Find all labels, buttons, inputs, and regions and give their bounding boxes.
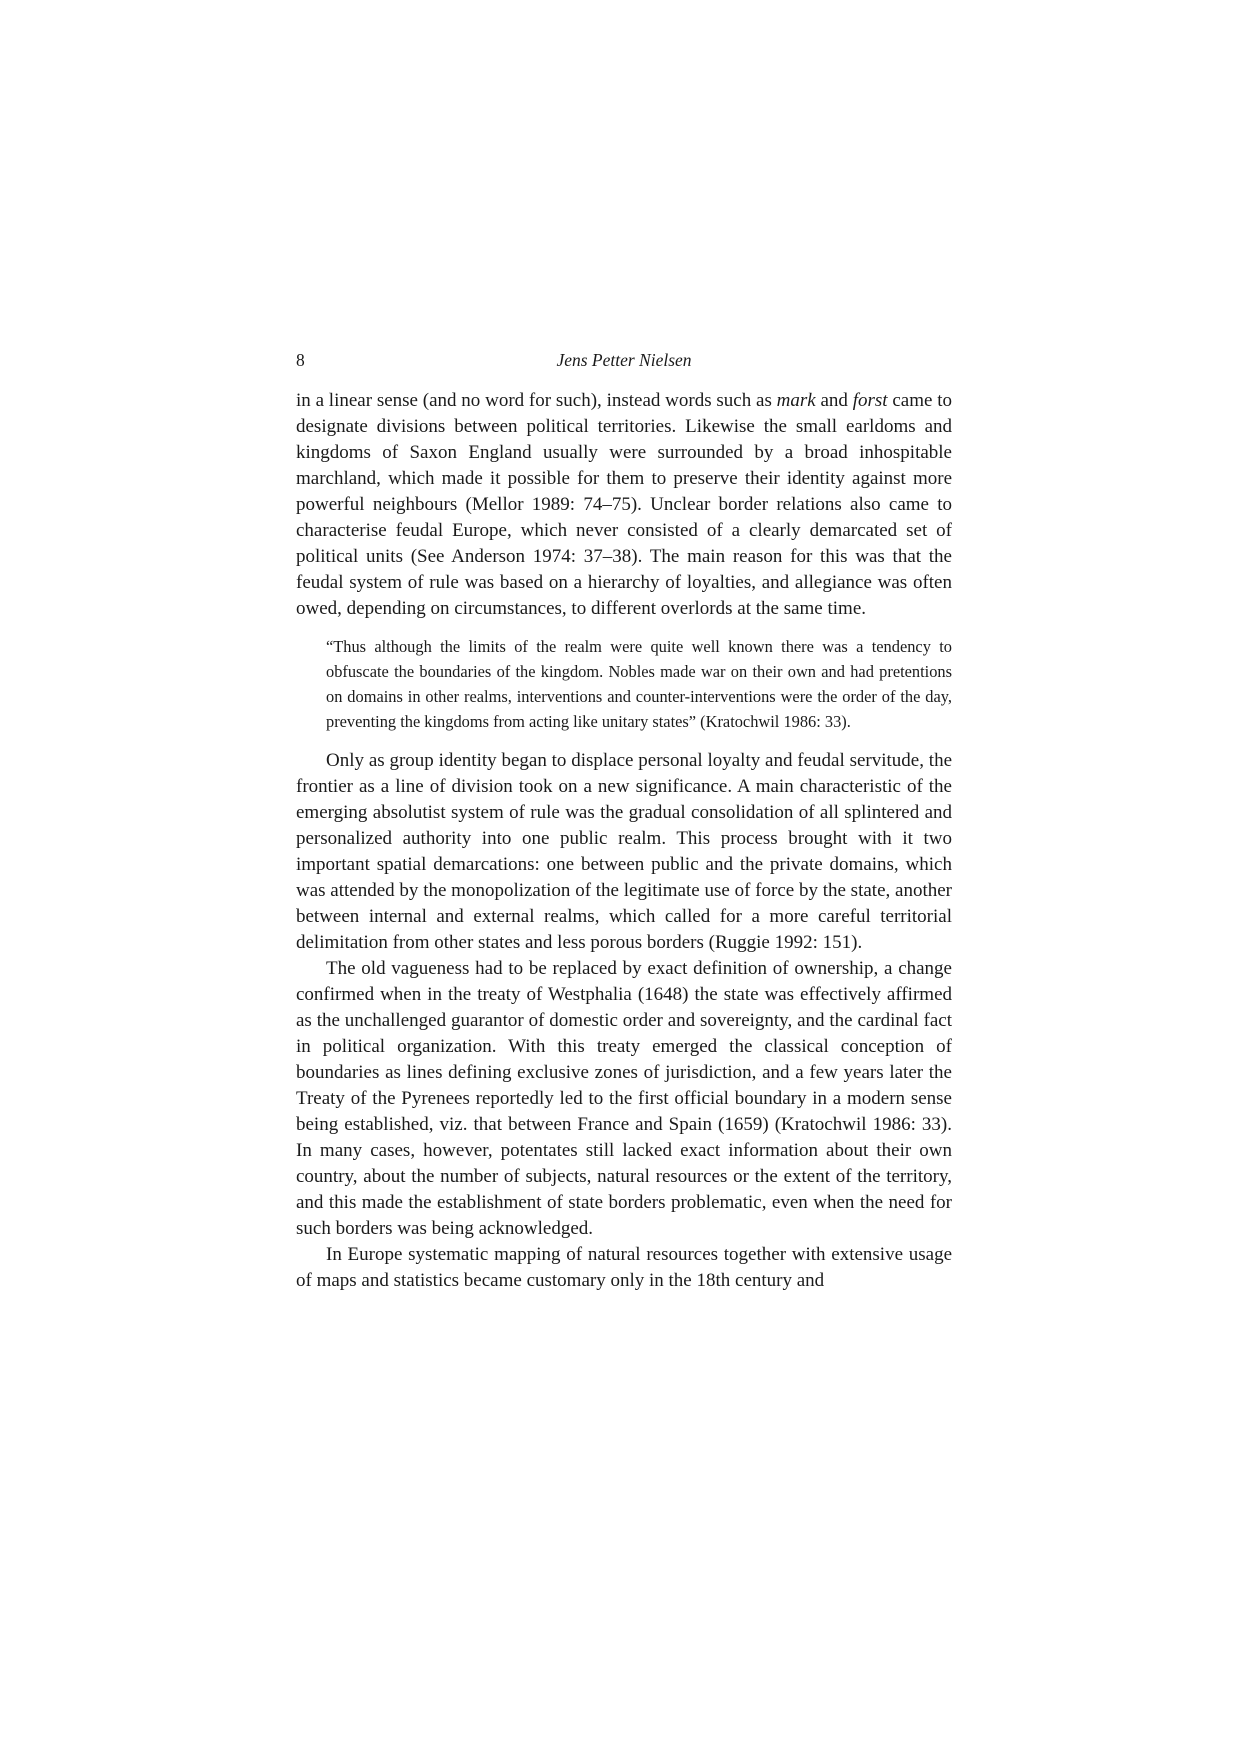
paragraph-1-part-2: and <box>815 390 853 411</box>
page-number: 8 <box>296 350 305 370</box>
paragraph-1-part-3: came to designate divisions between political territories. Likewise the small earldoms and kingdoms of Saxon England usually were surrounded by a broad inhospitable marchland, which made it possible for them to preserve their identity against more powerful neighbours (Mellor 1989: 74–75). Unclear border relations also came to characterise feudal Europe, which never consisted of a clearly demarcated set of political units (See Anderson 1974: 37–38). The main reason for this was that the feudal system of rule was based on a hierarchy of loyalties, and allegiance was often owed, depending on circumstances, to different overlords at the same time. <box>296 390 953 619</box>
body-text <box>296 388 952 1294</box>
block-quote <box>326 634 952 734</box>
block-quote-text: “Thus although the limits of the realm were quite well known there was a tendency to obfuscate the boundaries of the kingdom. Nobles made war on their own and had pretentions on domains in other realms, interventions and counter-interventions were the order of the day, preventing the kingdoms from acting like unitary states” (Kratochwil 1986: 33). <box>326 637 952 731</box>
book-page <box>296 350 952 1294</box>
running-head <box>296 350 952 374</box>
paragraph-4: In Europe systematic mapping of natural resources together with extensive usage of maps and statistics became customary only in the 18th century and <box>296 1244 952 1291</box>
paragraph-1 <box>296 388 952 622</box>
term-mark: mark <box>776 390 816 411</box>
paragraph-3: The old vagueness had to be replaced by exact definition of ownership, a change confirmed when in the treaty of Westphalia (1648) the state was effectively affirmed as the unchallenged guarantor of domestic order and sovereignty, and the cardinal fact in political organization. With this treaty emerged the classical conception of boundaries as lines defining exclusive zones of jurisdiction, and a few years later the Treaty of the Pyrenees reportedly led to the first official boundary in a modern sense being established, viz. that between France and Spain (1659) (Kratochwil 1986: 33). In many cases, however, potentates still lacked exact information about their own country, about the number of subjects, natural resources or the extent of the territory, and this made the establishment of state borders problematic, even when the need for such borders was being acknowledged. <box>296 958 952 1239</box>
running-head-author: Jens Petter Nielsen <box>556 350 692 370</box>
paragraph-1-part-1: in a linear sense (and no word for such), instead words such as <box>296 390 777 411</box>
paragraph-2: Only as group identity began to displace personal loyalty and feudal servitude, the frontier as a line of division took on a new significance. A main characteristic of the emerging absolutist system of rule was the gradual consolidation of all splintered and personalized authority into one public realm. This process brought with it two important spatial demarcations: one between public and the private domains, which was attended by the monopolization of the legitimate use of force by the state, another between internal and external realms, which called for a more careful territorial delimitation from other states and less porous borders (Ruggie 1992: 151). <box>296 750 952 953</box>
term-forst: forst <box>852 390 888 411</box>
